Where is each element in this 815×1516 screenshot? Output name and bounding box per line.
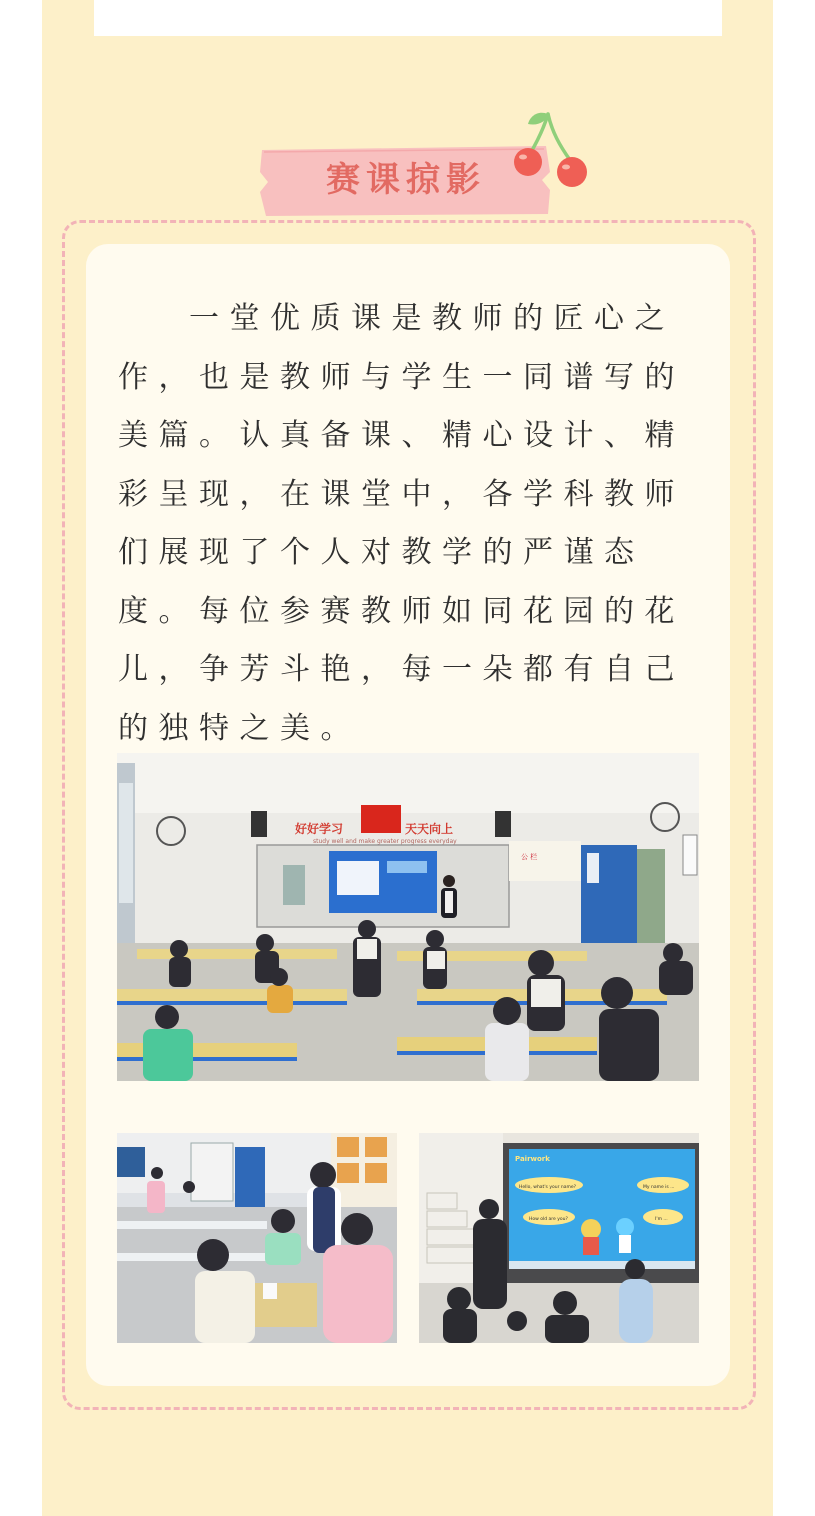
section-title: 赛课掠影 (326, 160, 486, 200)
cherry-icon (508, 104, 592, 194)
bulletin-board-text: 公 栏 (521, 853, 538, 861)
classroom-photo-main (117, 753, 699, 1081)
speech-bubble-4: I'm ... (655, 1217, 668, 1222)
banner-sub-text: study well and make greater progress everyday (313, 838, 457, 845)
previous-section-card (94, 0, 722, 36)
speech-bubble-2: My name is ... (643, 1185, 675, 1190)
speech-bubble-3: How old are you? (529, 1217, 568, 1222)
classroom-photo-left (117, 1133, 397, 1343)
intro-paragraph: 一堂优质课是教师的匠心之作，也是教师与学生一同谱写的美篇。认真备课、精心设计、精彩呈现，在课堂中，各学科教师们展现了个人对教学的严谨态度。每位参赛教师如同花园的花儿，争芳斗艳，每一朵都有自己的独特之美。 (118, 301, 685, 746)
banner-left-text: 好好学习 (295, 822, 344, 836)
banner-right-text: 天天向上 (405, 822, 454, 836)
screen-title: Pairwork (515, 1155, 550, 1163)
classroom-photo-right (419, 1133, 699, 1343)
speech-bubble-1: Hello, what's your name? (519, 1185, 577, 1190)
